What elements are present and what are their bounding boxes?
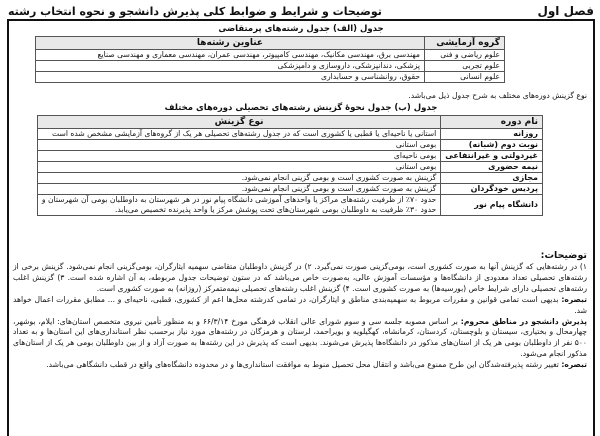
selection-type-cell: گزینش به صورت کشوری است و بومی گزینی انجام نمی‌شود.: [37, 173, 440, 184]
fields-cell: حقوق، روانشناسی و حسابداری: [36, 72, 425, 83]
tabsare-text: تغییر رشته پذیرفته‌شدگان این طرح ممنوع می‌باشد و انتقال محل تحصیل منوط به موافقت استانداری‌ها و در محدوده دانشگاه‌های واقع در قطب دانشگاهی می‌باشد.: [46, 360, 559, 370]
course-name-cell: نوبت دوم (شبانه): [441, 140, 543, 151]
selection-type-line: حدود ۷۰٪ از ظرفیت رشته‌های مراکز یا واحدهای آموزشی دانشگاه پیام نور در هر شهرستان به داوطلبان بومی آن شهرستان و: [41, 195, 437, 204]
fields-cell: پزشکی، دندانپزشکی، داروسازی و دامپزشکی: [36, 61, 425, 72]
table-row: [36, 61, 505, 72]
content-frame: [7, 19, 595, 436]
table-row: [37, 162, 542, 173]
group-cell: علوم انسانی: [425, 72, 505, 83]
selection-type-cell: گزینش به صورت کشوری است و بومی گزینی انجام نمی‌شود.: [37, 184, 440, 195]
table-b-caption: جدول (ب) جدول نحوهٔ گزینش رشته‌های تحصیلی دوره‌های مختلف: [164, 103, 438, 113]
group-cell: علوم تجربی: [425, 61, 505, 72]
course-name-cell: غیردولتی و غیرانتفاعی: [441, 151, 543, 162]
notes-section: [13, 250, 587, 371]
group-cell: علوم ریاضی و فنی: [425, 50, 505, 61]
course-name-cell: نیمه حضوری: [441, 162, 543, 173]
table-a-header-row: [36, 37, 505, 50]
course-name-cell: مجازی: [441, 173, 543, 184]
table-row: [37, 151, 542, 162]
selection-type-cell: بومی استانی: [37, 162, 440, 173]
table-b-header-type: نوع گزینش: [37, 116, 440, 129]
note-tabsare-2: [13, 360, 587, 371]
selection-type-cell: [37, 195, 440, 216]
table-row: [36, 50, 505, 61]
table-a: [35, 36, 505, 83]
course-name-cell: روزانه: [441, 129, 543, 140]
deprived-regions-label: پذیرش دانشجو در مناطق محروم:: [460, 316, 587, 326]
notes-title: توضیحات:: [540, 250, 587, 261]
table-row: [36, 72, 505, 83]
tabsare-label: تبصره:: [561, 360, 587, 370]
intro-text: نوع گزینش دوره‌های مختلف به شرح جدول ذیل می‌باشد.: [408, 91, 587, 100]
page-title: توضیحات و شرایط و ضوابط کلی پذیرش دانشجو و نحوه انتخاب رشته: [8, 4, 382, 18]
table-row: [37, 140, 542, 151]
note-deprived-regions: [13, 317, 587, 361]
notes-paragraph: ۱) در رشته‌هایی که گزینش آنها به صورت کشوری است، بومی‌گزینی صورت نمی‌گیرد. ۲) در گزینش داوطلبان متقاضی سهمیه ایثارگران، بومی‌گزینی انجام نمی‌شود. گزینش برخی از رشته‌های تحصیلی تعداد معدودی از دانشگاه‌ها و مؤسسات آموزش عالی، به‌صورت خاص می‌باشد که در ستون توضیحات جدول مربوطه، به آن اشاره شده است. ۳) گزینش اغلب رشته‌های تحصیلی دارای شرایط خاص (بورسیه‌ها) به صورت کشوری است. ۴) گزینش اغلب رشته‌های تحصیلی نیمه‌متمرکز (روزانه) به صورت کشوری است.: [13, 262, 587, 293]
table-b-header-row: [37, 116, 542, 129]
chapter-label: فصل اول: [537, 4, 594, 18]
selection-type-cell: استانی یا ناحیه‌ای یا قطبی یا کشوری است که در جدول رشته‌های تحصیلی هر یک از گروه‌های آزمایشی مشخص شده است: [37, 129, 440, 140]
course-name-cell: دانشگاه پیام نور: [441, 195, 543, 216]
table-row: [37, 184, 542, 195]
course-name-cell: پردیس خودگردان: [441, 184, 543, 195]
table-b: [37, 115, 543, 216]
table-row: [37, 195, 542, 216]
fields-cell: مهندسی برق، مهندسی مکانیک، مهندسی کامپیوتر، مهندسی عمران، مهندسی معماری و مهندسی صنایع: [36, 50, 425, 61]
table-row: [37, 173, 542, 184]
tabsare-text: بدیهی است تمامی قوانین و مقررات مربوط به سهمیه‌بندی مناطق و ایثارگران، در تمامی کدرشته محل‌ها اعم از کشوری، قطبی، ناحیه‌ای و ... مطابق مقررات اعمال خواهد شد.: [13, 294, 587, 315]
table-a-caption: جدول (الف) جدول رشته‌های پرمتقاضی: [218, 24, 384, 34]
table-row: [37, 129, 542, 140]
page-header: [8, 3, 594, 19]
selection-type-line: حدود ۳۰٪ ظرفیت به داوطلبان بومی شهرستان‌های تحت پوشش مرکز یا واحد پذیرنده تخصیص می‌یابد.: [114, 205, 437, 214]
table-b-header-name: نام دوره: [441, 116, 543, 129]
deprived-regions-text: بر اساس مصوبه جلسه سی و سوم شورای عالی انقلاب فرهنگی مورخ ۶۶/۳/۱۴ و به منظور تأمین نیروی متخصص استان‌های: ایلام، بوشهر، چهارمحال و بختیاری، سیستان و بلوچستان، کردستان، کرمانشاه، کهگیلویه و بویراحمد، لرستان و هرمزگان در رشته‌های مورد نیاز برحسب نظر استانداری‌های این استان‌ها و به تعداد ۵۰۰ نفر از داوطلبان بومی هر یک از استان‌های مذکور در دانشگاه‌ها پذیرش می‌شوند. بدیهی است که پذیرش در این رشته‌ها به صورت آزاد و از بین داوطلبان بومی هر یک از استان‌های مذکور انجام می‌شود.: [13, 316, 587, 359]
table-a-header-group: گروه آزمایشی: [425, 37, 505, 50]
selection-type-cell: بومی ناحیه‌ای: [37, 151, 440, 162]
table-a-header-fields: عناوین رشته‌ها: [36, 37, 425, 50]
tabsare-label: تبصره:: [561, 294, 587, 304]
note-tabsare-1: [13, 295, 587, 317]
selection-type-cell: بومی استانی: [37, 140, 440, 151]
